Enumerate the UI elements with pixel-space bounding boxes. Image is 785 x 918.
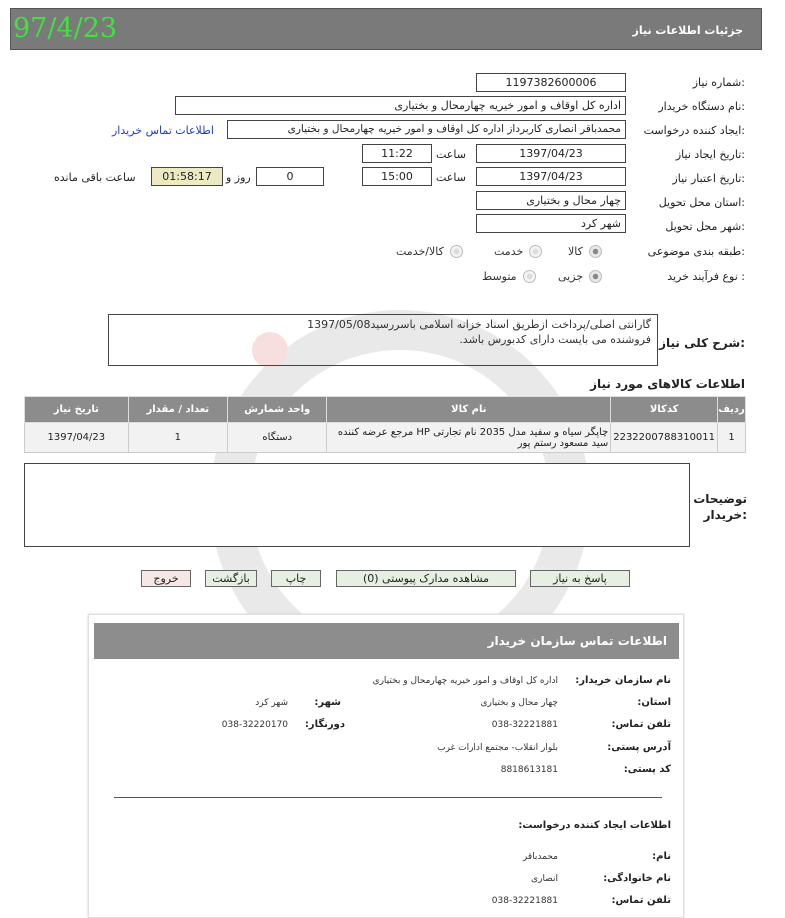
city-label: شهر محل تحویل: xyxy=(665,220,745,233)
validity-date-field[interactable]: 1397/04/23 xyxy=(476,167,626,186)
postal-label: کد پستی: xyxy=(623,764,671,775)
contact-city-label: شهر: xyxy=(314,697,341,708)
description-box xyxy=(108,314,658,366)
item-unit: دستگاه xyxy=(228,423,327,453)
contact-card-title: اطلاعات تماس سازمان خریدار xyxy=(94,623,679,659)
divider xyxy=(114,797,662,798)
category-option-label: کالا/خدمت xyxy=(396,245,444,258)
date-stamp: 97/4/23 xyxy=(13,13,118,44)
radio-icon xyxy=(450,245,463,258)
category-option-service[interactable] xyxy=(494,245,542,258)
created-time-field[interactable]: 11:22 xyxy=(362,144,432,163)
fax-value: 038-32220170 xyxy=(221,720,288,730)
category-option-goods[interactable] xyxy=(568,245,602,258)
attachments-button[interactable]: مشاهده مدارک پیوستی (0) xyxy=(336,570,516,587)
process-label: نوع فرآیند خرید : xyxy=(667,270,745,283)
fax-label: دورنگار: xyxy=(304,719,345,730)
buyer-contact-card xyxy=(88,614,684,918)
validity-date-label: تاریخ اعتبار نیاز: xyxy=(672,172,745,185)
row-number: 1 xyxy=(718,423,746,453)
notes-label-line1: توضیحات xyxy=(693,492,747,506)
radio-icon xyxy=(529,245,542,258)
description-line: فروشنده می بایست دارای کدبورس باشد. xyxy=(459,333,651,346)
column-header: تعداد / مقدار xyxy=(128,397,227,423)
item-name: چاپگر سیاه و سفید مدل 2035 نام تجارتی HP مرجع عرضه کننده سید مسعود رستم پور xyxy=(327,423,611,453)
org-value: اداره کل اوقاف و امور خیریه چهارمحال و بختیاری xyxy=(372,676,558,686)
province-field[interactable]: چهار محال و بختیاری xyxy=(476,191,626,210)
requester-label: ایجاد کننده درخواست: xyxy=(643,124,745,137)
last-name-value: انصاری xyxy=(531,874,558,884)
created-date-field[interactable]: 1397/04/23 xyxy=(476,144,626,163)
buyer-org-field[interactable]: اداره کل اوقاف و امور خیریه چهارمحال و بختیاری xyxy=(175,96,626,115)
notes-label-line2: خریدار: xyxy=(703,508,747,522)
radio-selected-icon xyxy=(589,270,602,283)
item-date: 1397/04/23 xyxy=(25,423,129,453)
column-header: تاریخ نیاز xyxy=(25,397,129,423)
description-line: گارانتی اصلی/پرداخت ازطریق اسناد خزانه اسلامی باسررسید1397/05/08 xyxy=(307,318,651,331)
last-name-label: نام خانوادگی: xyxy=(603,873,671,884)
buyer-contact-link[interactable]: اطلاعات تماس خریدار xyxy=(112,124,214,137)
requester-field[interactable]: محمدباقر انصاری کاربرداز اداره کل اوقاف و امور خیریه چهارمحال و بختیاری xyxy=(227,120,626,139)
need-number-label: شماره نیاز: xyxy=(692,76,745,89)
radio-icon xyxy=(523,270,536,283)
print-button[interactable]: چاپ xyxy=(271,570,321,587)
item-quantity: 1 xyxy=(128,423,227,453)
items-section-title: اطلاعات کالاهای مورد نیاز xyxy=(590,377,745,391)
contact-province-label: استان: xyxy=(637,697,671,708)
table-row[interactable] xyxy=(25,423,746,453)
contact-city-value: شهر کرد xyxy=(255,698,288,708)
process-option-minor[interactable] xyxy=(558,270,602,283)
description-label: شرح کلی نیاز: xyxy=(659,336,745,350)
buyer-notes-box[interactable] xyxy=(24,463,690,547)
items-table xyxy=(24,396,746,453)
column-header: نام کالا xyxy=(327,397,611,423)
remaining-label: ساعت باقی مانده xyxy=(54,171,136,184)
back-button[interactable]: بازگشت xyxy=(205,570,257,587)
contact-phone-value: 038-32221881 xyxy=(491,720,558,730)
province-label: استان محل تحویل: xyxy=(658,196,745,209)
city-field[interactable]: شهر کرد xyxy=(476,214,626,233)
process-option-medium[interactable] xyxy=(482,270,536,283)
day-label: روز و xyxy=(226,171,251,184)
process-option-label: متوسط xyxy=(482,270,517,283)
created-date-label: تاریخ ایجاد نیاز: xyxy=(675,148,745,161)
reply-button[interactable]: پاسخ به نیاز xyxy=(530,570,630,587)
column-header: ردیف xyxy=(718,397,746,423)
need-number-field[interactable]: 1197382600006 xyxy=(476,73,626,92)
contact-phone-label: تلفن تماس: xyxy=(611,719,671,730)
creator-phone-label: تلفن تماس: xyxy=(611,895,671,906)
org-label: نام سازمان خریدار: xyxy=(575,675,671,686)
first-name-label: نام: xyxy=(652,851,671,862)
buyer-org-label: نام دستگاه خریدار: xyxy=(658,100,745,113)
page-header xyxy=(10,8,762,50)
creator-section-title: اطلاعات ایجاد کننده درخواست: xyxy=(518,820,671,831)
validity-time-field[interactable]: 15:00 xyxy=(362,167,432,186)
remaining-time-field[interactable]: 01:58:17 xyxy=(151,167,223,186)
item-code: 2232200788310011 xyxy=(611,423,718,453)
category-option-goods-service[interactable] xyxy=(396,245,463,258)
radio-selected-icon xyxy=(589,245,602,258)
creator-phone-value: 038-32221881 xyxy=(491,896,558,906)
table-header-row xyxy=(25,397,746,423)
column-header: واحد شمارش xyxy=(228,397,327,423)
first-name-value: محمدباقر xyxy=(522,852,558,862)
category-option-label: کالا xyxy=(568,245,583,258)
days-remaining-field[interactable]: 0 xyxy=(256,167,324,186)
address-label: آدرس پستی: xyxy=(607,742,671,753)
validity-time-label: ساعت xyxy=(436,171,466,184)
postal-value: 8818613181 xyxy=(500,765,558,775)
exit-button[interactable]: خروج xyxy=(141,570,191,587)
column-header: کدکالا xyxy=(611,397,718,423)
created-time-label: ساعت xyxy=(436,148,466,161)
page-title: جزئیات اطلاعات نیاز xyxy=(632,24,743,37)
category-option-label: خدمت xyxy=(494,245,524,258)
contact-province-value: چهار محال و بختیاری xyxy=(480,698,558,708)
address-value: بلوار انقلاب- مجتمع ادارات غرب xyxy=(437,743,558,753)
category-label: طبقه بندی موضوعی: xyxy=(647,245,745,258)
process-option-label: جزیی xyxy=(558,270,584,283)
